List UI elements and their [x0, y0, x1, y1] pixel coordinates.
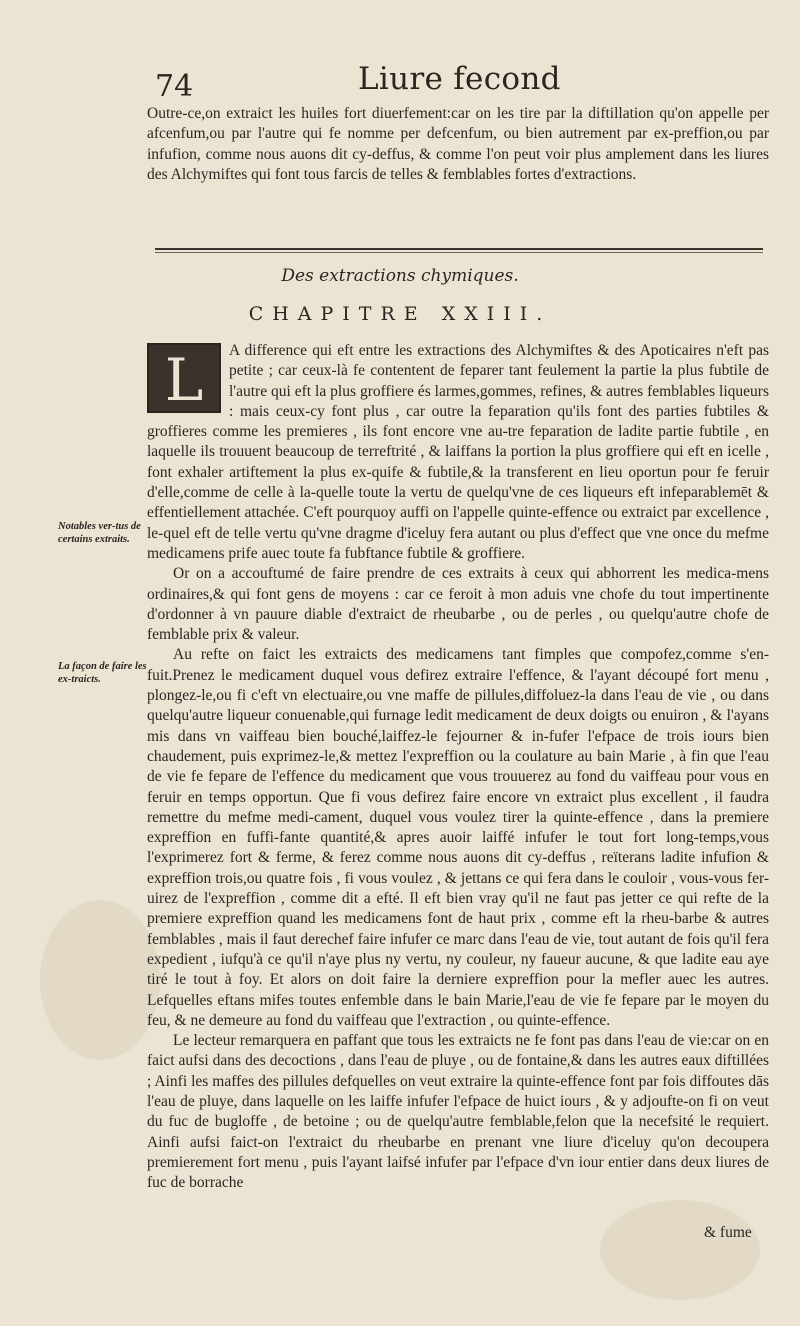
page-number: 74 — [155, 69, 194, 104]
margin-note-method: La façon de faire les ex-traicts. — [58, 661, 147, 685]
paragraph: Au refte on faict les extraicts des medicamens tant fimples que compofez,comme s'en-fuit.Prenez le medicament duquel vous defirez extraire l'effence, & l'ayant découpé fort menu , plongez-le,ou fi c'eft vn electuaire,ou vne maffe de pillules,diffoluez-la dans l'eau de vie , ou dans quelqu'autre liqueur conuenable,qui furnage ledit medicament de deux doigts ou enuiron , & l'ayans mis dans vn vaiffeau bien bouché,laiffez-le fejourner & in-fufer l'efpace de trois iours bien chaudement, puis exprimez-le,& mettez l'expreffion ou la coulature au bain Marie , à fin que l'eau de vie fe fepare de l'effence du medicament que vous trouuerez au fond du vaiffeau pour vous en feruir en temps opportun. Que fi vous defirez faire encore vn extraict plus excellent , il faudra remettre du mefme medi-cament, duquel vous voulez tirer la quinte-effence , dans la premiere expreffion en fuffi-fante quantité,& apres auoir laiffé infufer le tout fort long-temps,vous l'exprimerez fort & ferme, & ferez comme nous auons dit cy-deffus , reïterans ladite infufion & expreffion trois,ou quatre fois , fi vous voulez , & jettans ce qui fera dans le couloir , vous-vous fer-uirez de l'expreffion , comme dit a efté. Il eft bien vray qu'il ne faut pas jetter ce qui refte de la premiere expreffion quand les medicamens font de haut prix , comme eft la rheu-barbe & autres femblables , mais il faut derechef faire infufer ce marc dans l'eau de vie, tout autant de fois qu'il fera expedient , iufqu'à ce qu'il n'aye plus ny vertu, ny couleur, ny faueur aucune, & que ladite eau aye tiré le tout à foy. Et alors on doit faire la derniere expreffion pour la mefler auec les autres. Lefquelles eftans mifes toutes enfemble dans le bain Marie,l'eau de vie fe fepare par le moyen du feu, & ne demeure au fond du vaiffeau que l'extraction , ou quinte-effence. — [147, 646, 769, 1029]
chapter-body — [147, 341, 769, 1193]
intro-text: Outre-ce,on extraict les huiles fort diuerfement:car on les tire par la diftillation qu'on appelle per afcenfum,ou par l'autre qui fe nomme per defcenfum, ou bien autrement par ex-preffion,ou par infufion, comme nous auons dit cy-deffus, & comme l'on peut voir plus amplement dans les liures des Alchymiftes qui font tous farcis de telles & femblables fortes d'extractions. — [147, 105, 769, 183]
drop-cap-initial: L — [147, 343, 221, 413]
section-rule — [155, 248, 763, 250]
running-title: Liure fecond — [358, 61, 561, 97]
intro-paragraph — [147, 104, 769, 185]
margin-note-virtues: Notables ver-tus de certains extraits. — [58, 521, 141, 545]
paragraph: A difference qui eft entre les extractions des Alchymiftes & des Apoticaires n'eft pas petite ; car ceux-là fe contentent de feparer tant feulement la partie la plus fubtile de l'autre qui eft la plus groffiere és larmes,gommes, refines, & autres femblables liqueurs : mais ceux-cy font plus , car outre la feparation qu'ils font des parties fubtiles & groffieres comme les premieres , ils font encore vne au-tre feparation de ladite partie fubtile , en laquelle ils trouuent beaucoup de terreftrité , & laiffans la portion la plus groffiere qui eft en icelle , font exhaler artiftement la plus ex-quife & fubtile,& la transferent en lieu oportun pour fe feruir d'elle,comme de celle à la-quelle toute la vertu de quelqu'vne de ces liqueurs eft infeparablemēt & effentiellement attachée. C'eft pourquoy auffi on l'appelle quinte-effence ou extraict par excellence , le-quel eft de telle vertu qu'vne dragme d'iceluy fera autant ou plus d'effect que vne once du mefme medicamens prife auec toute fa fubftance fubtile & groffiere. — [147, 342, 769, 562]
section-rule-thin — [155, 252, 763, 253]
paragraph: Or on a accouftumé de faire prendre de ces extraits à ceux qui abhorrent les medica-mens ordinaires,& qui font gens de moyens : car ce feroit à mon aduis vne chofe du tout impertinente d'ordonner à vn pauure diable d'extraict de rheubarbe , ou de perles , ou quelqu'autre chofe de femblable prix & valeur. — [147, 565, 769, 644]
catchword: & fume — [704, 1224, 752, 1241]
section-title: Des extractions chymiques. — [281, 266, 519, 286]
paper-stain — [600, 1200, 760, 1300]
paper-stain — [40, 900, 160, 1060]
paragraph: Le lecteur remarquera en paffant que tous les extraicts ne fe font pas dans l'eau de vie:car on en faict aufsi dans des decoctions , dans l'eau de pluye , ou de fontaine,& dans les autres eaux diftillées ; Ainfi les maffes des pillules defquelles on veut extraire la quinte-effence font par fois diffoutes dās l'eau de pluye, dans laquelle on les laiffe infufer l'efpace de huict iours , & y adjoufte-on fi on veut du fuc de bugloffe , de betoine ; ou de quelqu'autre femblable,felon que la necefsité le requiert. Ainfi aufsi faict-on l'extraict du rheubarbe en prenant vne liure d'iceluy qu'on decoupera premierement fort menu , puis l'ayant laifsé infufer par l'efpace d'vn iour entier dans deux liures de fuc de borrache — [147, 1032, 769, 1192]
chapter-heading: CHAPITRE XXIII. — [248, 303, 552, 325]
